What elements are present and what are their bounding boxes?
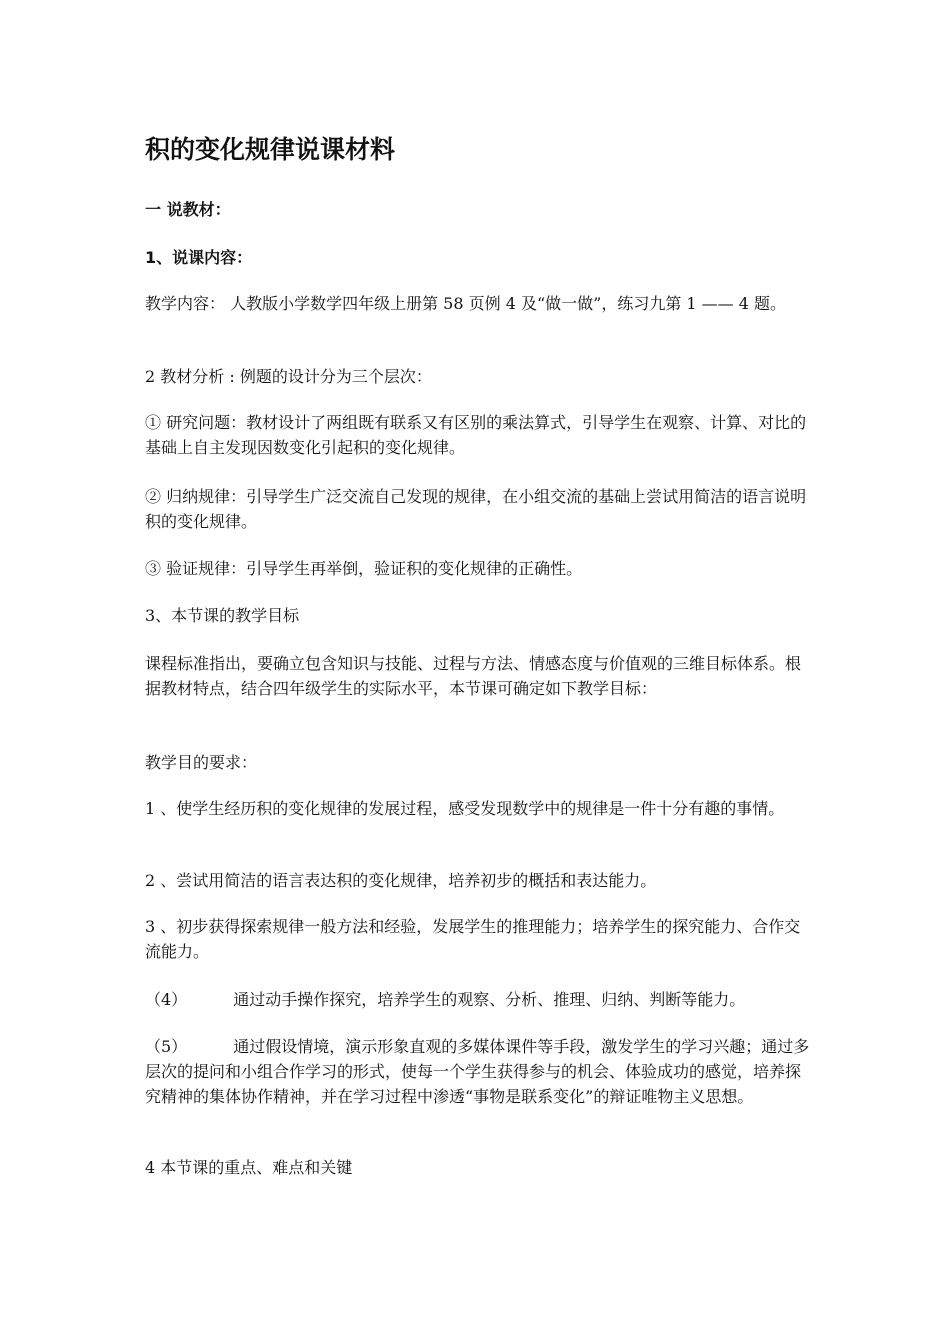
item-heading-key-points: [145, 1155, 813, 1180]
analysis-level-3: ③ 验证规律：引导学生再举倒，验证积的变化规律的正确性。: [145, 559, 583, 578]
teaching-content-paragraph: 教学内容： 人教版小学数学四年级上册第 58 页例 4 及“做一做”，练习九第 1 —— 4 题。: [145, 294, 787, 313]
document-title: 积的变化规律说课材料: [145, 135, 396, 164]
goal-2: 2 、尝试用简洁的语言表达积的变化规律，培养初步的概括和表达能力。: [145, 871, 657, 890]
item-heading-teaching-goals: 3、本节课的教学目标: [145, 606, 300, 625]
item-heading-material-analysis: 2 教材分析 : 例题的设计分为三个层次：: [145, 367, 432, 386]
goals-heading: 教学目的要求：: [145, 753, 258, 772]
curriculum-standard-paragraph: 课程标准指出，要确立包含知识与技能、过程与方法、情感态度与价值观的三维目标体系。根据教材特点，结合四年级学生的实际水平，本节课可确定如下教学目标：: [145, 654, 802, 698]
goal-4-number: （4）: [145, 990, 188, 1009]
goal-5: [145, 1034, 813, 1109]
goal-4: [145, 987, 813, 1012]
item-1-heading: 1、说课内容：: [145, 248, 253, 267]
section-heading-teaching-material: 一 说教材：: [145, 200, 231, 219]
goal-1: 1 、使学生经历积的变化规律的发展过程，感受发现数学中的规律是一件十分有趣的事情。: [145, 799, 785, 818]
item-4-heading: 4 本节课的重点、难点和关键: [145, 1158, 353, 1177]
goal-3: 3 、初步获得探索规律一般方法和经验，发展学生的推理能力；培养学生的探究能力、合作交流能力。: [145, 917, 801, 961]
analysis-level-2: ② 归纳规律：引导学生广泛交流自己发现的规律，在小组交流的基础上尝试用简洁的语言说明积的变化规律。: [145, 487, 807, 531]
goal-5-text: 通过假设情境，演示形象直观的多媒体课件等手段，激发学生的学习兴趣；通过多层次的提问和小组合作学习的形式，使每一个学生获得参与的机会、体验成功的感觉，培养探究精神的集体协作精神，并在学习过程中渗透“事物是联系变化”的辩证唯物主义思想。: [145, 1037, 810, 1106]
goal-4-text: 通过动手操作探究，培养学生的观察、分析、推理、归纳、判断等能力。: [233, 990, 746, 1009]
analysis-level-1: ① 研究问题：教材设计了两组既有联系又有区别的乘法算式，引导学生在观察、计算、对比的基础上自主发现因数变化引起积的变化规律。: [145, 413, 807, 457]
goal-5-number: （5）: [145, 1037, 188, 1056]
item-heading-lecture-content: [145, 245, 813, 270]
